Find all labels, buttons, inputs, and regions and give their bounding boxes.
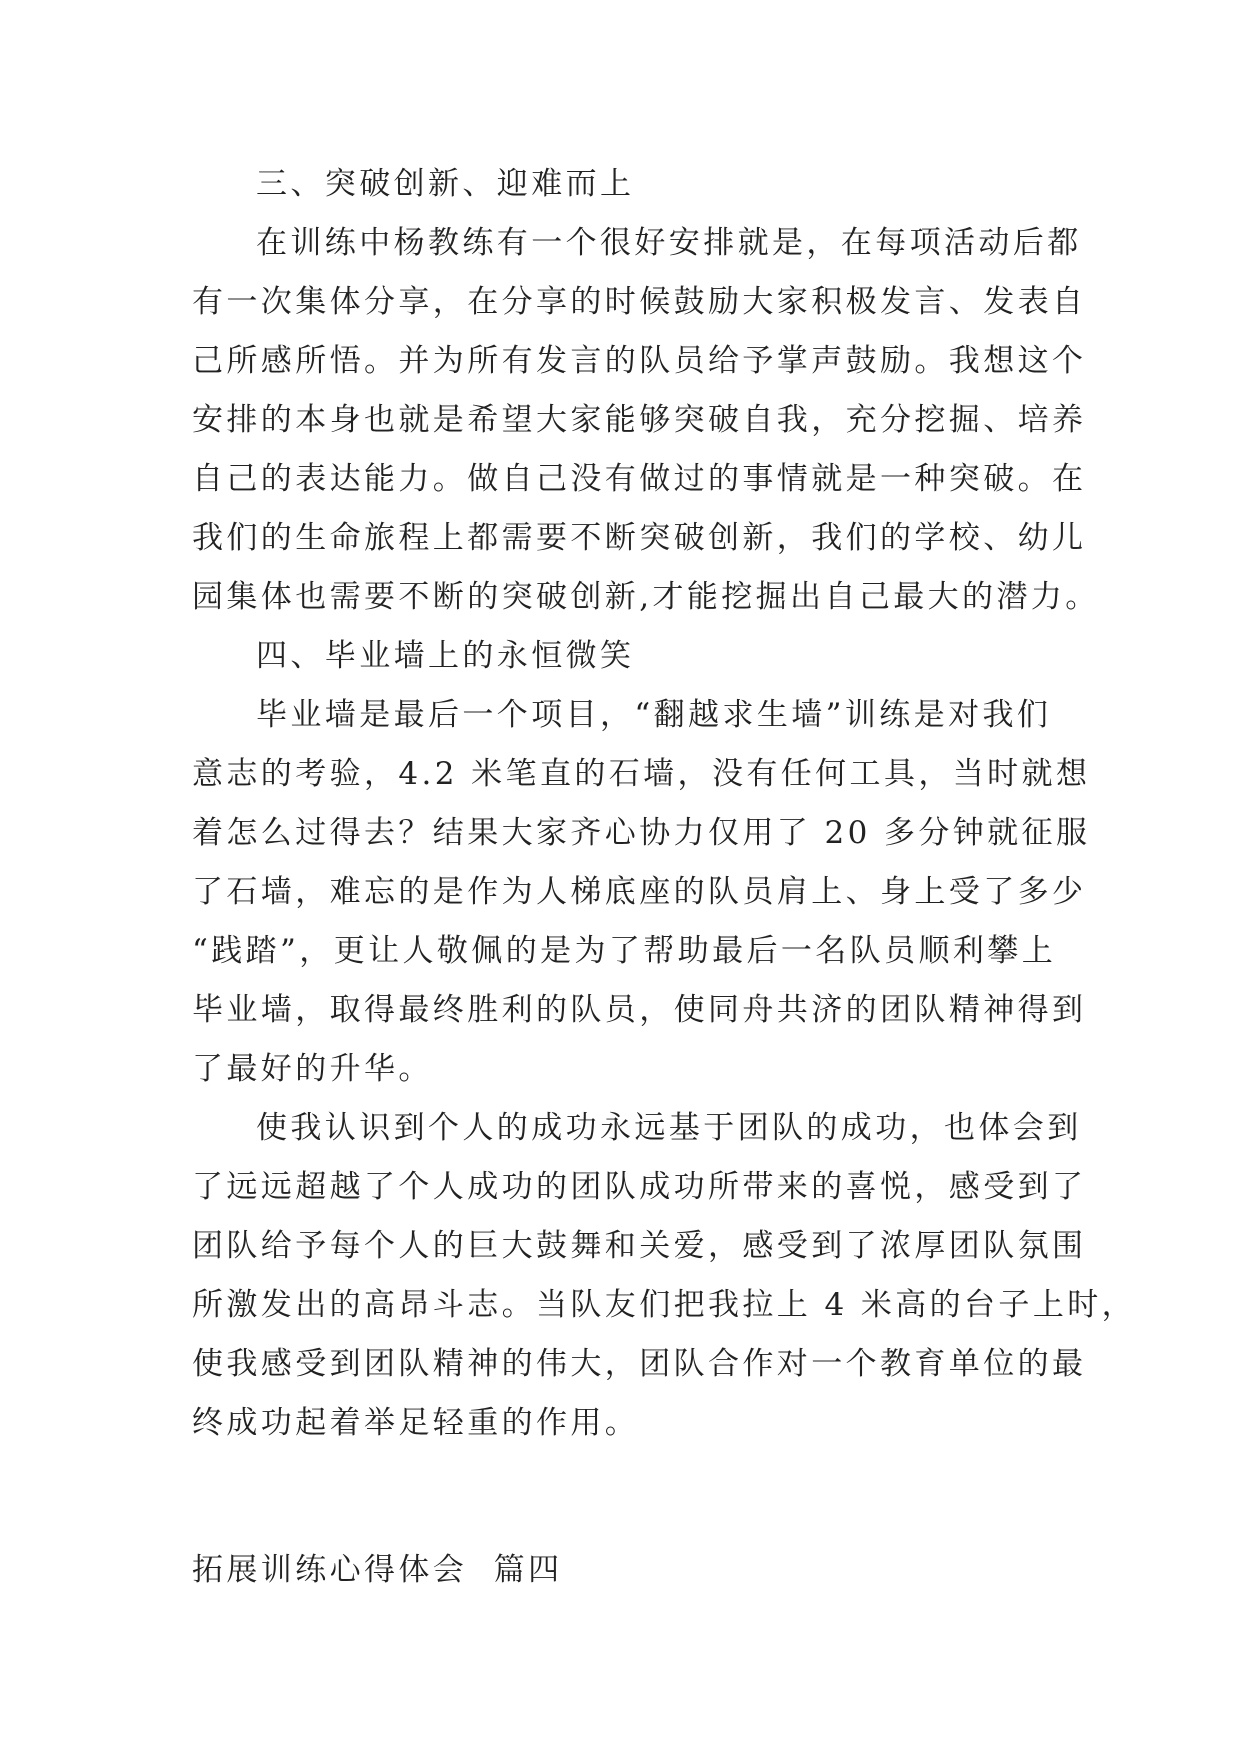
paragraph-line: 了最好的升华。 <box>192 1051 433 1087</box>
paragraph-line: 安排的本身也就是希望大家能够突破自我，充分挖掘、培养 <box>192 402 1087 438</box>
paragraph-line: “践踏”，更让人敬佩的是为了帮助最后一名队员顺利攀上 <box>192 933 1057 969</box>
paragraph-team-success <box>192 1099 1137 1453</box>
paragraph-line: 使我认识到个人的成功永远基于团队的成功，也体会到 <box>256 1110 1082 1146</box>
paragraph-line: 着怎么过得去？结果大家齐心协力仅用了 20 多分钟就征服 <box>192 815 1091 851</box>
paragraph-line: 了石墙，难忘的是作为人梯底座的队员肩上、身上受了多少 <box>192 874 1087 910</box>
paragraph-line: 了远远超越了个人成功的团队成功所带来的喜悦，感受到了 <box>192 1169 1087 1205</box>
paragraph-line: 终成功起着举足轻重的作用。 <box>192 1405 640 1441</box>
section-heading-four: 四、毕业墙上的永恒微笑 <box>256 638 635 674</box>
paragraph-graduation-wall <box>192 686 1091 1099</box>
section-heading-three: 三、突破创新、迎难而上 <box>256 166 635 202</box>
paragraph-line: 意志的考验，4.2 米笔直的石墙，没有任何工具，当时就想 <box>192 756 1091 792</box>
section-spacer <box>192 1453 1052 1541</box>
paragraph-line: 自己的表达能力。做自己没有做过的事情就是一种突破。在 <box>192 461 1087 497</box>
next-section-title: 拓展训练心得体会 篇四 <box>192 1552 563 1588</box>
paragraph-line: 园集体也需要不断的突破创新,才能挖掘出自己最大的潜力。 <box>192 579 1100 615</box>
paragraph-line: 我们的生命旅程上都需要不断突破创新，我们的学校、幼儿 <box>192 520 1087 556</box>
paragraph-line: 毕业墙是最后一个项目，“翻越求生墙”训练是对我们 <box>256 697 1052 733</box>
paragraph-line: 有一次集体分享，在分享的时候鼓励大家积极发言、发表自 <box>192 284 1087 320</box>
paragraph-line: 在训练中杨教练有一个很好安排就是，在每项活动后都 <box>256 225 1082 261</box>
paragraph-training-sharing <box>192 214 1100 627</box>
paragraph-line: 所激发出的高昂斗志。当队友们把我拉上 4 米高的台子上时， <box>192 1287 1137 1323</box>
paragraph-line: 使我感受到团队精神的伟大，团队合作对一个教育单位的最 <box>192 1346 1087 1382</box>
paragraph-line: 毕业墙，取得最终胜利的队员，使同舟共济的团队精神得到 <box>192 992 1087 1028</box>
document-body <box>192 155 1137 1600</box>
paragraph-line: 己所感所悟。并为所有发言的队员给予掌声鼓励。我想这个 <box>192 343 1087 379</box>
paragraph-line: 团队给予每个人的巨大鼓舞和关爱，感受到了浓厚团队氛围 <box>192 1228 1087 1264</box>
